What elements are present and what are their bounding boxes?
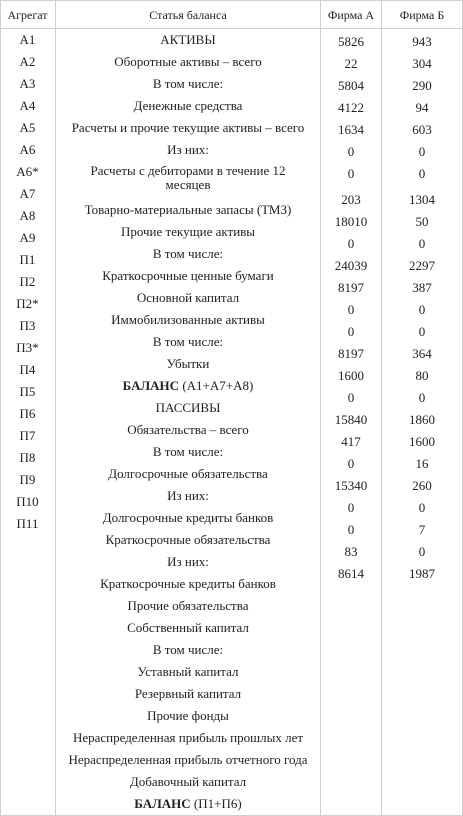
firm-b-value: 0 [418, 324, 426, 339]
firm-a-value: 0 [347, 236, 355, 251]
firm-b-value: 1304 [409, 192, 435, 207]
article-label: Собственный капитал [127, 620, 249, 635]
article-label: Прочие фонды [147, 708, 229, 723]
firm-b-value: 94 [415, 100, 429, 115]
firm-a-value: 15340 [334, 478, 368, 493]
aggregate-code: А4 [19, 98, 36, 113]
article-label: Из них: [167, 142, 209, 157]
article-label: Уставный капитал [137, 664, 239, 679]
firm-a-value: 417 [341, 434, 361, 449]
firm-b-value: 1600 [409, 434, 435, 449]
aggregate-code: А1 [19, 32, 36, 47]
firm-b-value: 290 [412, 78, 432, 93]
firm-b-value: 0 [418, 390, 426, 405]
aggregate-code: П3* [16, 340, 39, 355]
article-label: Краткосрочные кредиты банков [100, 576, 276, 591]
article-label: В том числе: [152, 444, 224, 459]
firm-b-value: 260 [412, 478, 432, 493]
aggregate-code: П10 [16, 494, 39, 509]
article-label: БАЛАНС (А1+А7+А8) [122, 378, 254, 393]
aggregate-code: П11 [16, 516, 39, 531]
article-label: Расчеты и прочие текущие активы – всего [71, 120, 305, 135]
aggregate-code: А5 [19, 120, 36, 135]
firm-a-value: 0 [347, 456, 355, 471]
firm-a-value: 5826 [338, 34, 364, 49]
article-label: Долгосрочные кредиты банков [102, 510, 274, 525]
aggregate-code: А6 [19, 142, 36, 157]
firm-b-value: 1987 [409, 566, 435, 581]
header-aggregate: Агрегат [7, 8, 48, 22]
aggregate-code: П4 [19, 362, 36, 377]
article-label: В том числе: [152, 642, 224, 657]
firm-b-value: 0 [418, 236, 426, 251]
firm-b-value: 2297 [409, 258, 435, 273]
firm-a-value: 0 [347, 302, 355, 317]
aggregate-code: П6 [19, 406, 36, 421]
article-label: Прочие обязательства [127, 598, 249, 613]
firm-b-value: 1860 [409, 412, 435, 427]
firm-a-value: 8614 [338, 566, 364, 581]
aggregate-code: П2 [19, 274, 36, 289]
firm-a-value: 1600 [338, 368, 364, 383]
article-label: Денежные средства [133, 98, 243, 113]
header-firm-b: Фирма Б [399, 8, 445, 22]
aggregate-code: П2* [16, 296, 39, 311]
firm-a-value: 0 [347, 522, 355, 537]
aggregate-code: П7 [19, 428, 36, 443]
firm-a-value: 0 [347, 324, 355, 339]
article-label: Нераспределенная прибыль отчетного года [68, 752, 308, 767]
header-firm-a: Фирма А [327, 8, 375, 22]
aggregate-code: А7 [19, 186, 36, 201]
firm-a-value: 0 [347, 390, 355, 405]
article-label: Товарно-материальные запасы (ТМЗ) [84, 202, 292, 217]
firm-b-value: 0 [418, 544, 426, 559]
article-label: Нераспределенная прибыль прошлых лет [72, 730, 304, 745]
firm-a-value: 203 [341, 192, 361, 207]
article-label: Иммобилизованные активы [111, 312, 265, 327]
firm-b-value: 80 [415, 368, 429, 383]
aggregate-code: А9 [19, 230, 36, 245]
firm-a-value: 22 [344, 56, 358, 71]
firm-a-value: 0 [347, 500, 355, 515]
article-label: В том числе: [152, 246, 224, 261]
aggregate-code: А8 [19, 208, 36, 223]
firm-b-value: 0 [418, 166, 426, 181]
article-label: Обязательства – всего [127, 422, 249, 437]
aggregate-code: А2 [19, 54, 36, 69]
firm-b-value: 0 [418, 500, 426, 515]
article-label: Оборотные активы – всего [114, 54, 262, 69]
firm-a-value: 1634 [338, 122, 364, 137]
aggregate-code: П8 [19, 450, 36, 465]
firm-a-value: 8197 [338, 346, 364, 361]
firm-b-value: 387 [412, 280, 432, 295]
aggregate-code: П5 [19, 384, 36, 399]
article-label: БАЛАНС (П1+П6) [134, 796, 242, 811]
firm-a-value: 18010 [334, 214, 368, 229]
article-label: Краткосрочные обязательства [105, 532, 271, 547]
article-label: Добавочный капитал [129, 774, 247, 789]
article-label: Расчеты с дебиторами в течение 12 месяцев [90, 163, 286, 192]
article-label: Резервный капитал [134, 686, 242, 701]
article-label: В том числе: [152, 76, 224, 91]
firm-a-value: 0 [347, 144, 355, 159]
article-label: Краткосрочные ценные бумаги [102, 268, 274, 283]
aggregate-code: П1 [19, 252, 36, 267]
aggregate-code: А3 [19, 76, 36, 91]
firm-b-value: 364 [412, 346, 432, 361]
aggregate-code: П9 [19, 472, 36, 487]
firm-b-value: 0 [418, 144, 426, 159]
article-label: Убытки [166, 356, 210, 371]
firm-a-value: 5804 [338, 78, 364, 93]
firm-b-value: 0 [418, 302, 426, 317]
firm-a-value: 0 [347, 166, 355, 181]
firm-b-value: 943 [412, 34, 432, 49]
firm-a-value: 24039 [334, 258, 368, 273]
firm-a-value: 15840 [334, 412, 368, 427]
article-label: Прочие текущие активы [120, 224, 256, 239]
firm-a-value: 8197 [338, 280, 364, 295]
article-label: Долгосрочные обязательства [108, 466, 268, 481]
aggregate-code: П3 [19, 318, 36, 333]
firm-a-value: 4122 [338, 100, 364, 115]
firm-b-value: 16 [415, 456, 429, 471]
header-article: Статья баланса [149, 8, 227, 22]
aggregate-code: А6* [16, 164, 39, 179]
article-label: АКТИВЫ [160, 32, 216, 47]
firm-a-value: 83 [344, 544, 358, 559]
firm-b-value: 50 [415, 214, 429, 229]
firm-b-value: 7 [418, 522, 426, 537]
firm-b-value: 304 [412, 56, 432, 71]
article-label: Из них: [167, 488, 209, 503]
article-label: В том числе: [152, 334, 224, 349]
article-label: Основной капитал [136, 290, 240, 305]
firm-b-value: 603 [412, 122, 432, 137]
article-label: ПАССИВЫ [155, 400, 221, 415]
article-label: Из них: [167, 554, 209, 569]
